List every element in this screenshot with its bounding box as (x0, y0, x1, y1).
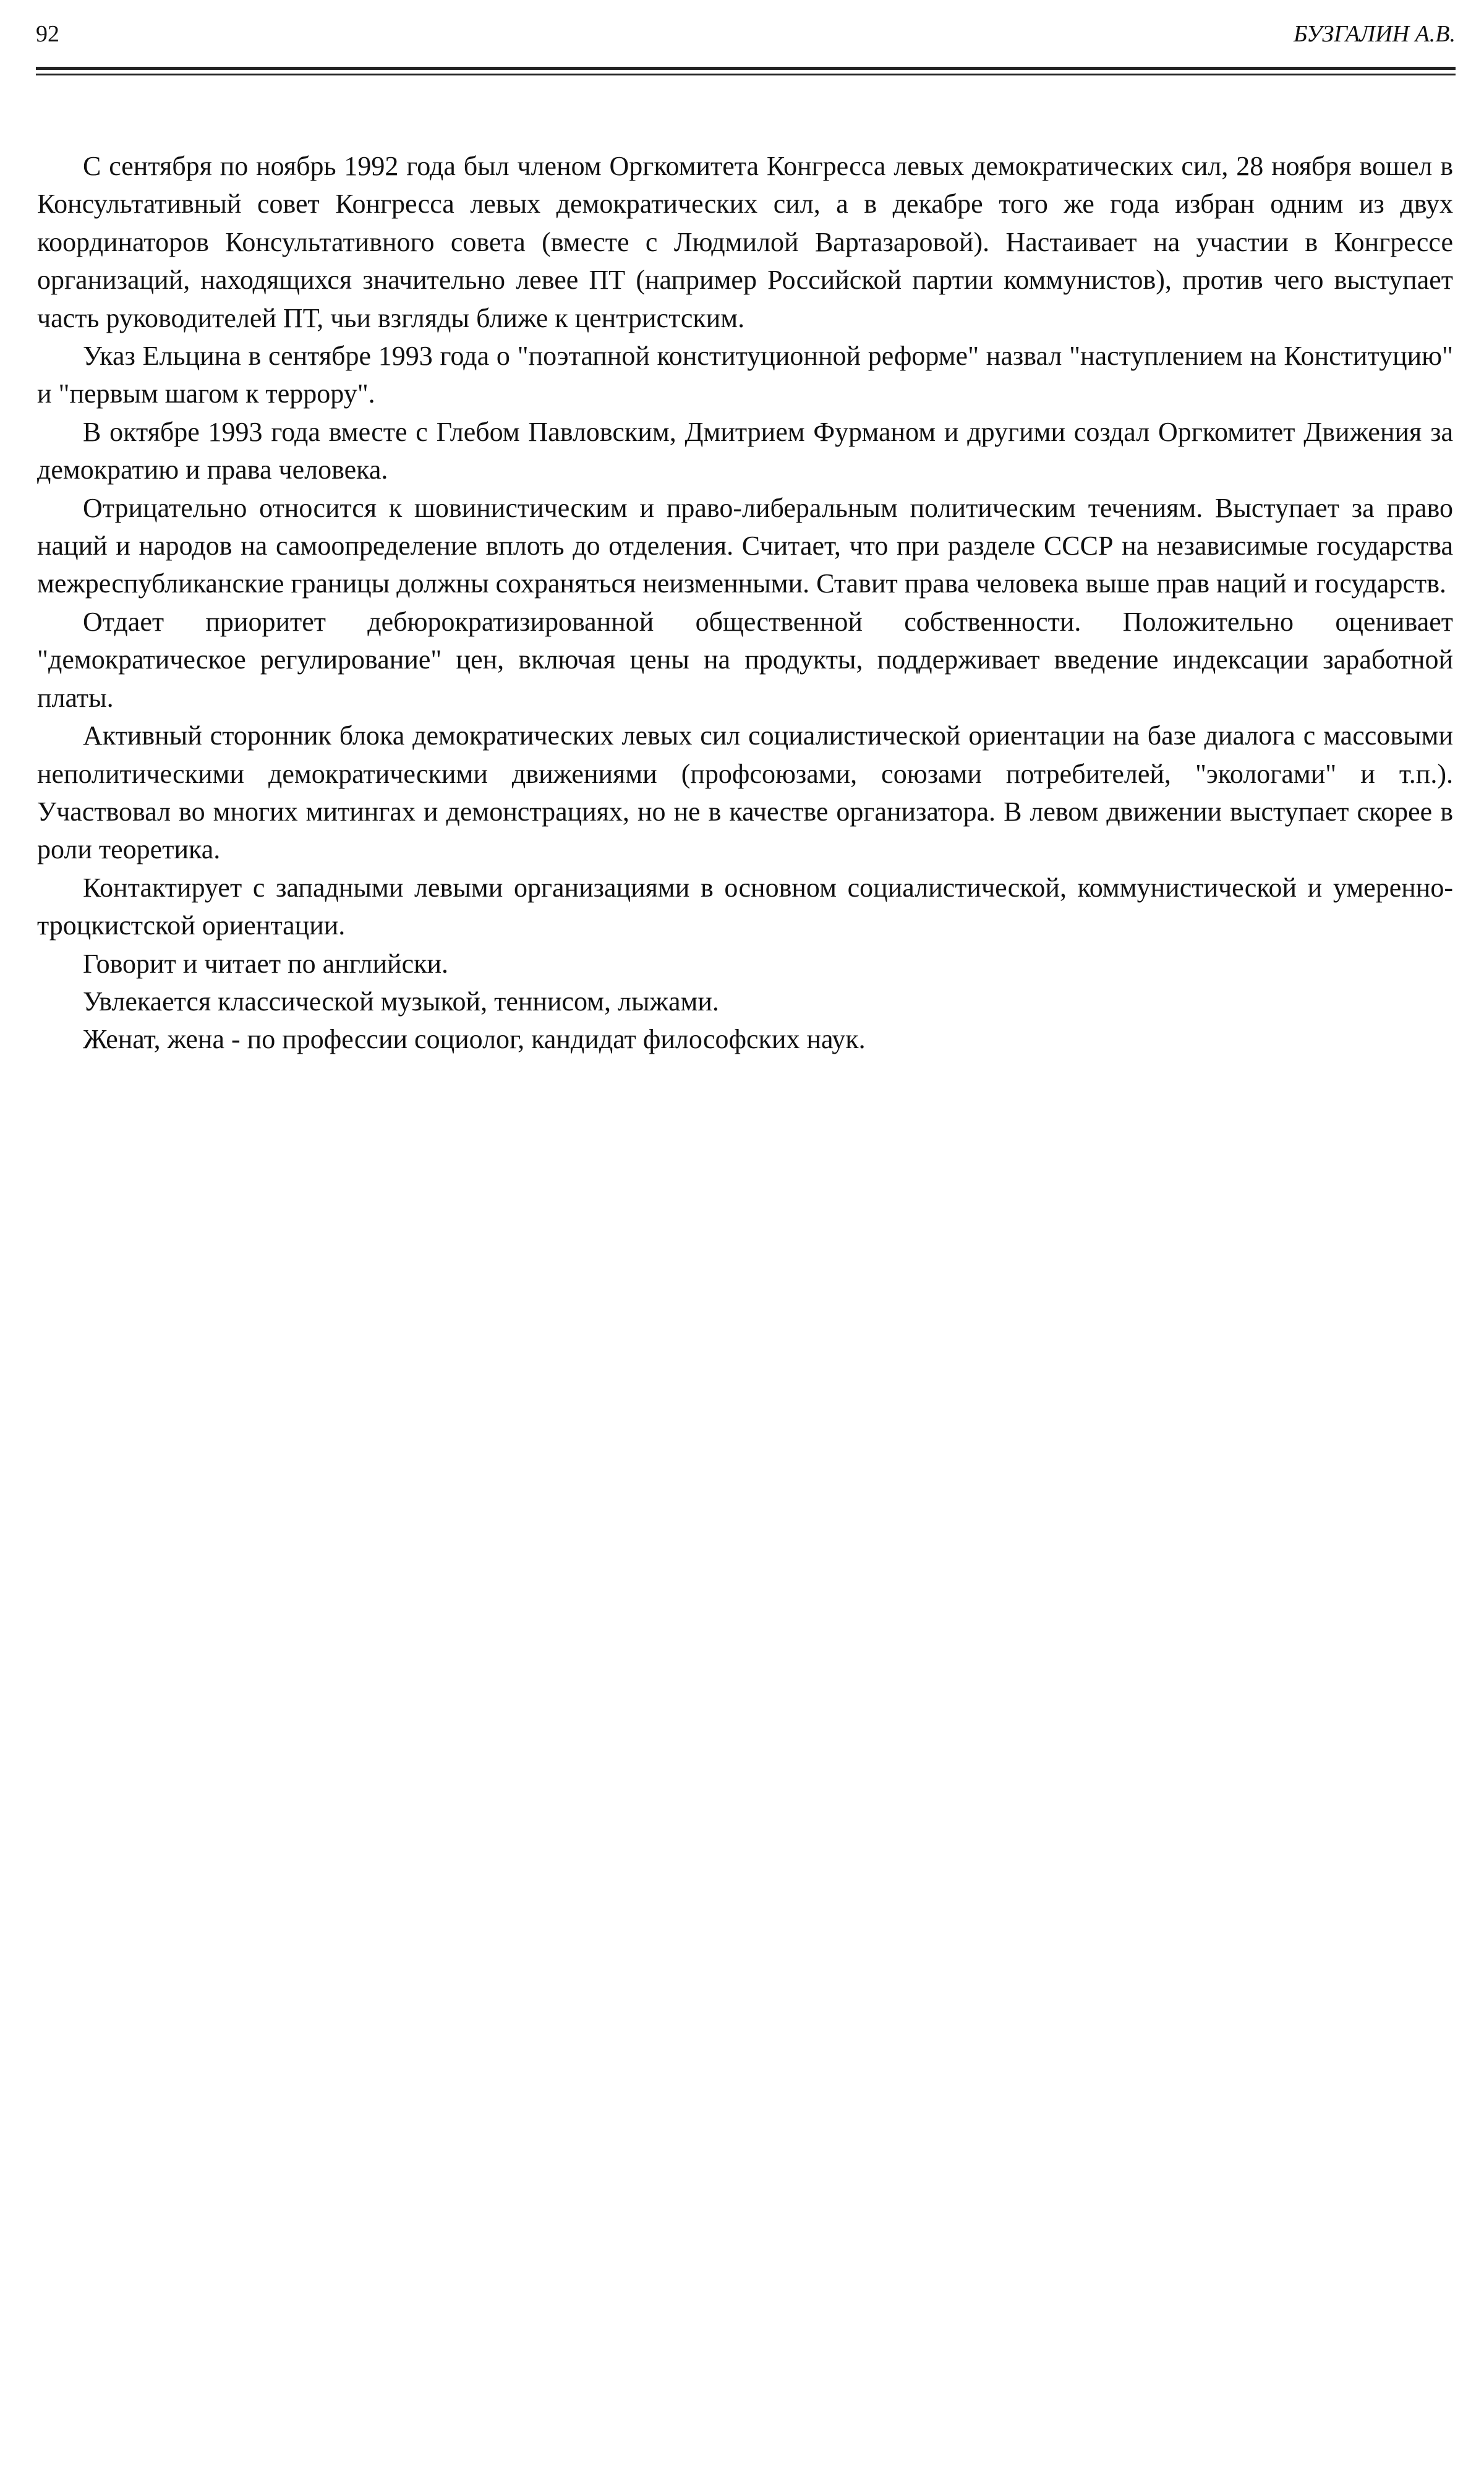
paragraph: Говорит и читает по английски. (83, 948, 449, 979)
paragraph: Активный сторонник блока демократических левых сил социалистической ориентации на базе диалога с массовыми неполитическими демократическими движениями (профсоюзами, союзами потребителей, "экологами" и т.п.). Участвовал во многих митингах и демонстрациях, но не в качестве организатора. В левом движении выступает скорее в роли теоретика. (37, 720, 1453, 865)
page-header (36, 17, 1456, 54)
paragraph: С сентября по ноябрь 1992 года был членом Оргкомитета Конгресса левых демократических сил, 28 ноября вошел в Консультативный совет Конгресса левых демократических сил, а в декабре того же года избран одним из двух координаторов Консультативного совета (вместе с Людмилой Вартазаровой). Настаивает на участии в Конгрессе организаций, находящихся значительно левее ПТ (например Российской партии коммунистов), против чего выступает часть руководителей ПТ, чьи взгляды ближе к центристским. (37, 151, 1453, 333)
paragraph: Отрицательно относится к шовинистическим и право-либеральным политическим течениям. Выступает за право наций и народов на самоопределение вплоть до отделения. Считает, что при разделе СССР на независимые государства межреспубликанские границы должны сохраняться неизменными. Ставит права человека выше прав наций и государств. (37, 492, 1453, 599)
paragraph: Указ Ельцина в сентябре 1993 года о "поэтапной конституционной реформе" назвал "наступлением на Конституцию" и "первым шагом к террору". (37, 341, 1453, 409)
paragraph: В октябре 1993 года вместе с Глебом Павловским, Дмитрием Фурманом и другими создал Оргкомитет Движения за демократию и права человека. (37, 416, 1453, 485)
paragraph: Увлекается классической музыкой, теннисом, лыжами. (83, 986, 719, 1017)
header-rule-top (36, 67, 1456, 70)
paragraph: Женат, жена - по профессии социолог, кандидат философских наук. (83, 1024, 866, 1055)
header-rule-bottom (36, 74, 1456, 75)
paragraph: Отдает приоритет дебюрократизированной общественной собственности. Положительно оценивает "демократическое регулирование" цен, включая цены на продукты, поддерживает введение индексации заработной платы. (37, 606, 1453, 713)
page-number: 92 (36, 21, 59, 47)
paragraph: Контактирует с западными левыми организациями в основном социалистической, коммунистической и умеренно-троцкистской ориентации. (37, 872, 1453, 941)
running-title: БУЗГАЛИН А.В. (1293, 21, 1456, 47)
body-text (37, 147, 1453, 1059)
